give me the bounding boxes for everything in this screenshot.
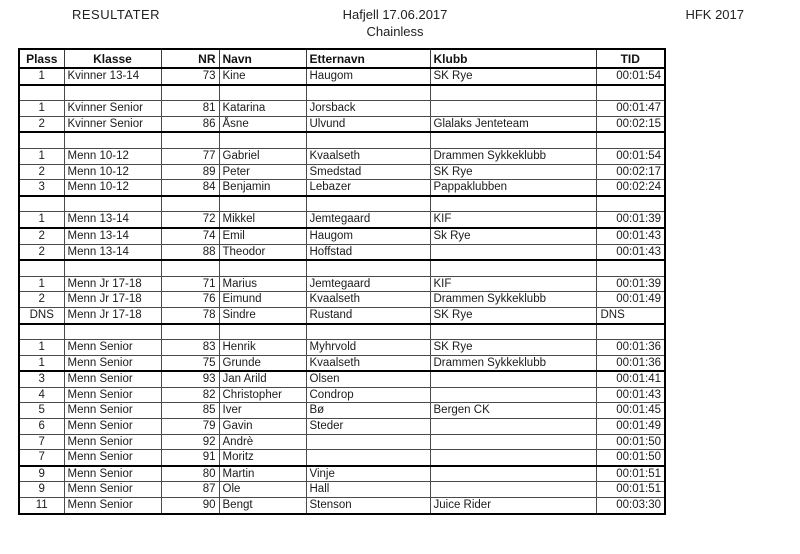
- cell-klasse: Menn Senior: [64, 466, 161, 482]
- cell-tid: 00:01:39: [596, 276, 665, 292]
- table-row: [19, 228, 665, 244]
- cell-klubb: KIF: [430, 276, 596, 292]
- cell-etternavn: Ulvund: [306, 116, 430, 132]
- cell-plass: 1: [19, 276, 64, 292]
- cell-etternavn: [306, 196, 430, 212]
- cell-klubb: SK Rye: [430, 164, 596, 180]
- cell-klasse: Menn Senior: [64, 371, 161, 387]
- cell-navn: Kine: [219, 68, 306, 85]
- cell-nr: 74: [161, 228, 219, 244]
- cell-nr: [161, 260, 219, 276]
- cell-tid: 00:03:30: [596, 498, 665, 514]
- column-header-nr: NR: [161, 49, 219, 68]
- cell-klasse: Menn 10-12: [64, 148, 161, 164]
- cell-etternavn: Kvaalseth: [306, 355, 430, 371]
- cell-klubb: Drammen Sykkeklubb: [430, 355, 596, 371]
- table-row: [19, 196, 665, 212]
- cell-tid: 00:01:47: [596, 101, 665, 117]
- cell-klubb: [430, 450, 596, 466]
- cell-navn: Henrik: [219, 340, 306, 356]
- results-table: [18, 48, 666, 515]
- cell-tid: [596, 260, 665, 276]
- cell-tid: 00:02:15: [596, 116, 665, 132]
- cell-navn: Martin: [219, 466, 306, 482]
- cell-nr: 81: [161, 101, 219, 117]
- cell-klubb: [430, 419, 596, 435]
- cell-tid: DNS: [596, 307, 665, 323]
- cell-etternavn: Kvaalseth: [306, 148, 430, 164]
- cell-etternavn: [306, 260, 430, 276]
- cell-klubb: Drammen Sykkeklubb: [430, 292, 596, 308]
- cell-klubb: SK Rye: [430, 340, 596, 356]
- cell-plass: 6: [19, 419, 64, 435]
- cell-nr: 90: [161, 498, 219, 514]
- table-row: [19, 403, 665, 419]
- cell-plass: [19, 85, 64, 101]
- cell-klasse: Menn 13-14: [64, 212, 161, 228]
- cell-klasse: Menn Senior: [64, 355, 161, 371]
- column-header-navn: Navn: [219, 49, 306, 68]
- cell-etternavn: Haugom: [306, 68, 430, 85]
- cell-plass: [19, 196, 64, 212]
- cell-plass: 3: [19, 180, 64, 196]
- cell-navn: [219, 260, 306, 276]
- cell-klasse: Menn Jr 17-18: [64, 307, 161, 323]
- cell-klubb: Pappaklubben: [430, 180, 596, 196]
- table-row: [19, 276, 665, 292]
- cell-nr: 76: [161, 292, 219, 308]
- cell-etternavn: Bø: [306, 403, 430, 419]
- cell-tid: 00:01:49: [596, 419, 665, 435]
- cell-klubb: Sk Rye: [430, 228, 596, 244]
- cell-plass: 1: [19, 212, 64, 228]
- cell-etternavn: Myhrvold: [306, 340, 430, 356]
- cell-plass: 11: [19, 498, 64, 514]
- cell-tid: 00:01:36: [596, 355, 665, 371]
- table-row: [19, 164, 665, 180]
- table-row: [19, 450, 665, 466]
- cell-klubb: [430, 244, 596, 260]
- cell-plass: 2: [19, 292, 64, 308]
- cell-klubb: [430, 466, 596, 482]
- cell-klubb: Juice Rider: [430, 498, 596, 514]
- table-row: [19, 292, 665, 308]
- cell-nr: 71: [161, 276, 219, 292]
- table-row: [19, 387, 665, 403]
- cell-klubb: [430, 101, 596, 117]
- cell-plass: [19, 132, 64, 148]
- cell-nr: 82: [161, 387, 219, 403]
- cell-nr: 86: [161, 116, 219, 132]
- cell-etternavn: Lebazer: [306, 180, 430, 196]
- cell-tid: 00:01:50: [596, 450, 665, 466]
- cell-etternavn: Condrop: [306, 387, 430, 403]
- cell-navn: Eimund: [219, 292, 306, 308]
- table-row: [19, 466, 665, 482]
- cell-klubb: [430, 482, 596, 498]
- cell-klasse: Menn Jr 17-18: [64, 292, 161, 308]
- cell-etternavn: Steder: [306, 419, 430, 435]
- cell-tid: 00:01:51: [596, 482, 665, 498]
- column-header-klasse: Klasse: [64, 49, 161, 68]
- cell-etternavn: [306, 324, 430, 340]
- cell-nr: 77: [161, 148, 219, 164]
- cell-nr: [161, 132, 219, 148]
- table-row: [19, 180, 665, 196]
- cell-navn: [219, 85, 306, 101]
- cell-tid: 00:02:17: [596, 164, 665, 180]
- cell-navn: Bengt: [219, 498, 306, 514]
- cell-etternavn: Smedstad: [306, 164, 430, 180]
- cell-plass: 2: [19, 116, 64, 132]
- table-row: [19, 498, 665, 514]
- cell-klasse: Menn 13-14: [64, 228, 161, 244]
- cell-klubb: Drammen Sykkeklubb: [430, 148, 596, 164]
- cell-navn: Andrè: [219, 434, 306, 450]
- cell-nr: 73: [161, 68, 219, 85]
- cell-plass: 7: [19, 434, 64, 450]
- cell-nr: 92: [161, 434, 219, 450]
- table-row: [19, 132, 665, 148]
- cell-klasse: Menn Senior: [64, 434, 161, 450]
- cell-klubb: Glalaks Jenteteam: [430, 116, 596, 132]
- cell-klubb: [430, 132, 596, 148]
- cell-klubb: [430, 434, 596, 450]
- cell-klubb: [430, 371, 596, 387]
- column-header-etternavn: Etternavn: [306, 49, 430, 68]
- table-row: [19, 419, 665, 435]
- table-row: [19, 244, 665, 260]
- cell-etternavn: [306, 450, 430, 466]
- cell-klubb: [430, 260, 596, 276]
- cell-navn: Jan Arild: [219, 371, 306, 387]
- cell-etternavn: Kvaalseth: [306, 292, 430, 308]
- cell-klasse: Menn 10-12: [64, 164, 161, 180]
- cell-nr: 75: [161, 355, 219, 371]
- cell-nr: 78: [161, 307, 219, 323]
- cell-navn: Grunde: [219, 355, 306, 371]
- cell-tid: 00:01:36: [596, 340, 665, 356]
- cell-klasse: Kvinner Senior: [64, 101, 161, 117]
- table-body: [19, 68, 665, 514]
- cell-etternavn: Hoffstad: [306, 244, 430, 260]
- cell-navn: Emil: [219, 228, 306, 244]
- cell-plass: 1: [19, 101, 64, 117]
- cell-etternavn: Jemtegaard: [306, 276, 430, 292]
- cell-klasse: Menn Senior: [64, 403, 161, 419]
- cell-navn: [219, 324, 306, 340]
- cell-navn: Sindre: [219, 307, 306, 323]
- event-title: Hafjell 17.06.2017: [342, 7, 448, 22]
- cell-klasse: [64, 132, 161, 148]
- cell-klubb: [430, 387, 596, 403]
- cell-navn: [219, 132, 306, 148]
- organizer-label: HFK 2017: [685, 7, 744, 22]
- table-row: [19, 340, 665, 356]
- cell-etternavn: Vinje: [306, 466, 430, 482]
- cell-plass: 5: [19, 403, 64, 419]
- cell-tid: 00:01:54: [596, 148, 665, 164]
- cell-etternavn: [306, 132, 430, 148]
- column-header-tid: TID: [596, 49, 665, 68]
- cell-plass: 2: [19, 244, 64, 260]
- cell-nr: 91: [161, 450, 219, 466]
- cell-navn: Ole: [219, 482, 306, 498]
- cell-plass: 4: [19, 387, 64, 403]
- cell-tid: 00:01:43: [596, 228, 665, 244]
- cell-klasse: Menn Senior: [64, 450, 161, 466]
- cell-klubb: SK Rye: [430, 307, 596, 323]
- table-row: [19, 260, 665, 276]
- cell-klasse: Menn Senior: [64, 340, 161, 356]
- cell-tid: 00:02:24: [596, 180, 665, 196]
- table-row: [19, 324, 665, 340]
- cell-nr: 80: [161, 466, 219, 482]
- cell-navn: Gabriel: [219, 148, 306, 164]
- cell-klasse: Kvinner 13-14: [64, 68, 161, 85]
- cell-tid: 00:01:39: [596, 212, 665, 228]
- cell-plass: 1: [19, 68, 64, 85]
- cell-etternavn: Haugom: [306, 228, 430, 244]
- cell-nr: 88: [161, 244, 219, 260]
- cell-klasse: [64, 324, 161, 340]
- cell-navn: Moritz: [219, 450, 306, 466]
- cell-tid: 00:01:50: [596, 434, 665, 450]
- cell-klubb: KIF: [430, 212, 596, 228]
- cell-plass: 3: [19, 371, 64, 387]
- cell-klasse: [64, 196, 161, 212]
- table-row: [19, 212, 665, 228]
- cell-plass: 1: [19, 148, 64, 164]
- cell-tid: 00:01:54: [596, 68, 665, 85]
- cell-nr: 79: [161, 419, 219, 435]
- cell-klasse: Kvinner Senior: [64, 116, 161, 132]
- cell-etternavn: Jemtegaard: [306, 212, 430, 228]
- cell-navn: Peter: [219, 164, 306, 180]
- cell-tid: 00:01:41: [596, 371, 665, 387]
- cell-tid: 00:01:49: [596, 292, 665, 308]
- cell-plass: [19, 260, 64, 276]
- cell-tid: [596, 132, 665, 148]
- cell-nr: 85: [161, 403, 219, 419]
- cell-navn: Mikkel: [219, 212, 306, 228]
- cell-etternavn: Hall: [306, 482, 430, 498]
- cell-plass: 9: [19, 466, 64, 482]
- table-row: [19, 101, 665, 117]
- cell-navn: Christopher: [219, 387, 306, 403]
- table-row: [19, 482, 665, 498]
- cell-nr: 84: [161, 180, 219, 196]
- table-row: [19, 68, 665, 85]
- table-row: [19, 307, 665, 323]
- cell-etternavn: [306, 85, 430, 101]
- cell-etternavn: Jorsback: [306, 101, 430, 117]
- cell-navn: Benjamin: [219, 180, 306, 196]
- cell-nr: 89: [161, 164, 219, 180]
- cell-klasse: Menn 10-12: [64, 180, 161, 196]
- table-row: [19, 85, 665, 101]
- cell-plass: 1: [19, 355, 64, 371]
- cell-navn: Katarina: [219, 101, 306, 117]
- cell-klasse: Menn Senior: [64, 482, 161, 498]
- cell-klubb: [430, 196, 596, 212]
- cell-plass: [19, 324, 64, 340]
- cell-nr: [161, 324, 219, 340]
- table-row: [19, 148, 665, 164]
- cell-tid: [596, 324, 665, 340]
- cell-tid: 00:01:43: [596, 387, 665, 403]
- cell-nr: [161, 85, 219, 101]
- cell-tid: 00:01:45: [596, 403, 665, 419]
- cell-klasse: Menn Senior: [64, 498, 161, 514]
- cell-klasse: Menn 13-14: [64, 244, 161, 260]
- cell-tid: 00:01:51: [596, 466, 665, 482]
- cell-nr: [161, 196, 219, 212]
- cell-tid: [596, 196, 665, 212]
- table-row: [19, 116, 665, 132]
- cell-nr: 93: [161, 371, 219, 387]
- cell-plass: 1: [19, 340, 64, 356]
- cell-etternavn: Rustand: [306, 307, 430, 323]
- cell-navn: Åsne: [219, 116, 306, 132]
- column-header-plass: Plass: [19, 49, 64, 68]
- cell-nr: 83: [161, 340, 219, 356]
- cell-navn: Gavin: [219, 419, 306, 435]
- table-header-row: [19, 49, 665, 68]
- cell-klasse: [64, 260, 161, 276]
- cell-klasse: Menn Senior: [64, 387, 161, 403]
- cell-etternavn: [306, 434, 430, 450]
- cell-klubb: [430, 85, 596, 101]
- cell-plass: 9: [19, 482, 64, 498]
- cell-klasse: Menn Jr 17-18: [64, 276, 161, 292]
- cell-plass: 7: [19, 450, 64, 466]
- cell-etternavn: Stenson: [306, 498, 430, 514]
- column-header-klubb: Klubb: [430, 49, 596, 68]
- table-row: [19, 371, 665, 387]
- cell-tid: 00:01:43: [596, 244, 665, 260]
- cell-plass: 2: [19, 164, 64, 180]
- cell-klubb: SK Rye: [430, 68, 596, 85]
- table-row: [19, 355, 665, 371]
- cell-nr: 87: [161, 482, 219, 498]
- cell-plass: DNS: [19, 307, 64, 323]
- cell-navn: Theodor: [219, 244, 306, 260]
- cell-klasse: [64, 85, 161, 101]
- cell-tid: [596, 85, 665, 101]
- cell-klubb: [430, 324, 596, 340]
- event-subtitle: Chainless: [366, 24, 424, 39]
- cell-klasse: Menn Senior: [64, 419, 161, 435]
- cell-plass: 2: [19, 228, 64, 244]
- cell-nr: 72: [161, 212, 219, 228]
- cell-navn: Marius: [219, 276, 306, 292]
- cell-etternavn: Olsen: [306, 371, 430, 387]
- cell-navn: Iver: [219, 403, 306, 419]
- table-row: [19, 434, 665, 450]
- cell-klubb: Bergen CK: [430, 403, 596, 419]
- page-title: RESULTATER: [72, 7, 161, 22]
- cell-navn: [219, 196, 306, 212]
